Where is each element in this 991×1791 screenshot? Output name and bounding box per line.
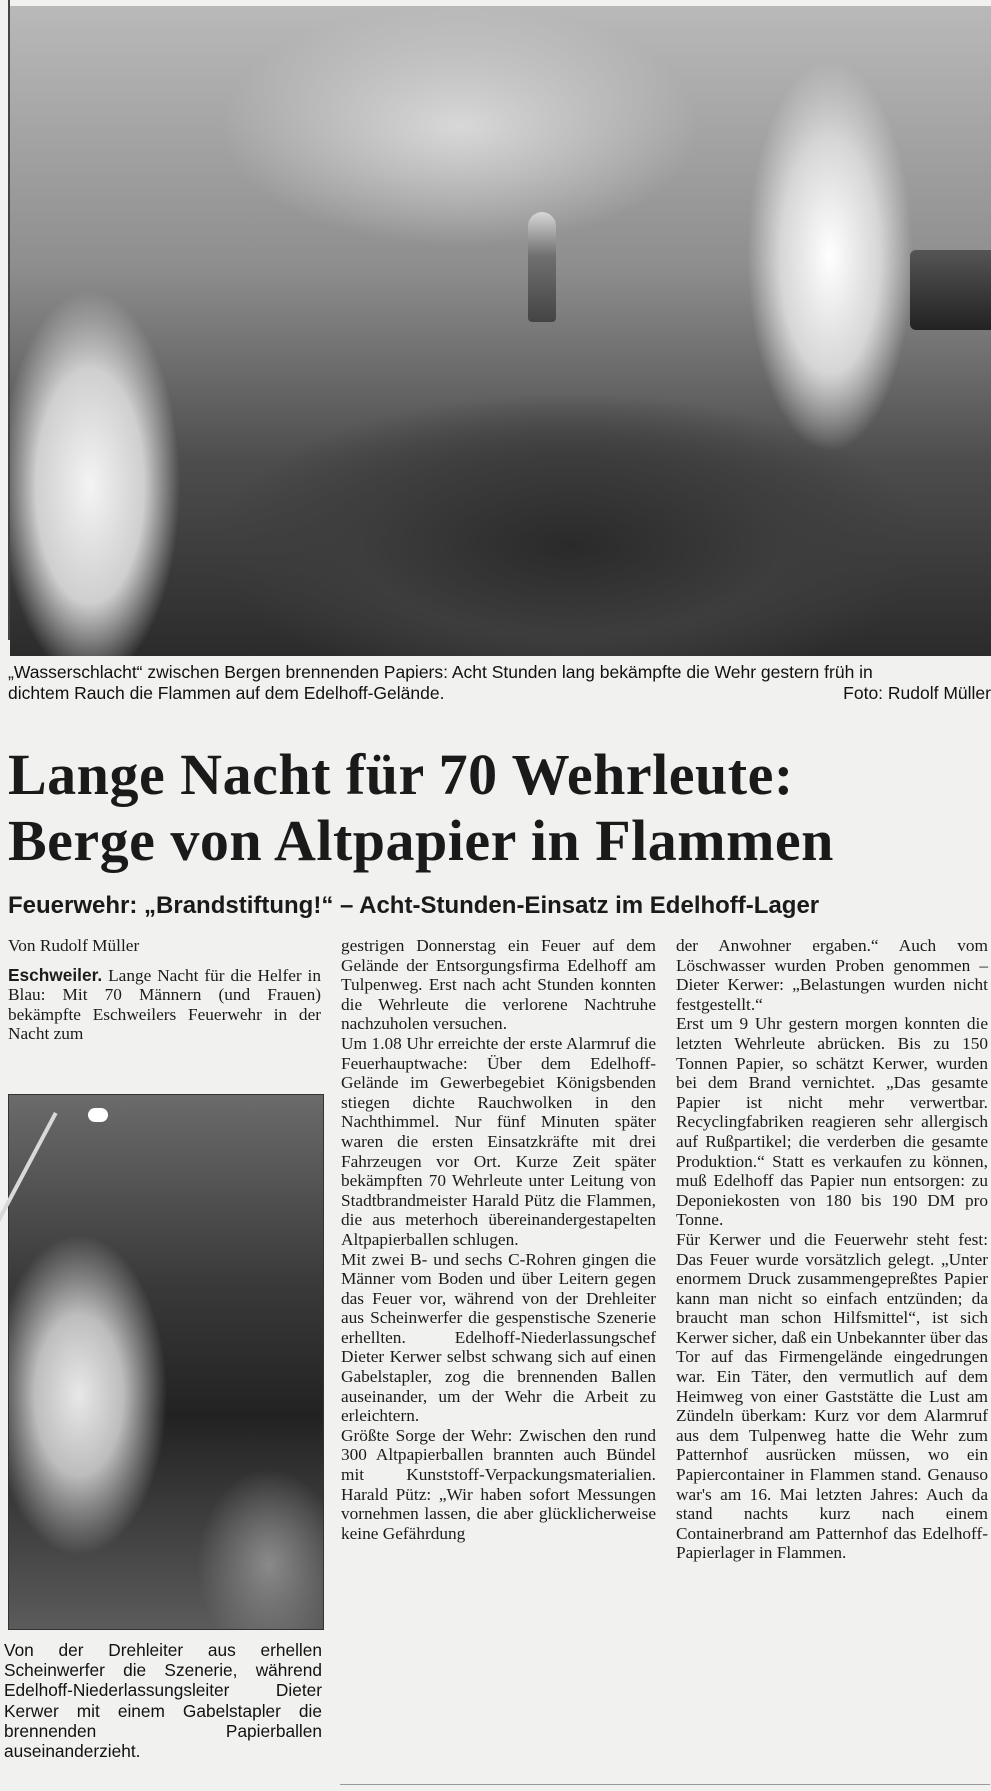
paragraph: Größte Sorge der Wehr: Zwischen den rund 300 Altpapierballen brannten auch Bündel mit Kunststoff-Verpackungsmaterialien. Harald Pütz: „Wir haben sofort Messungen vornehmen lassen, die aber glücklicherweise keine Gefährdung (341, 1425, 656, 1543)
paragraph: Für Kerwer und die Feuerwehr steht fest: Das Feuer wurde vorsätzlich gelegt. „Unter enormem Druck zusammengepreßtes Papier kann man nicht so einfach entzünden; da braucht man schon Hilfsmittel“, ist sich Kerwer sicher, daß ein Unbekannter über das Tor auf das Firmengelände eingedrungen war. Ein Täter, den vermutlich auf dem Heimweg von einer Gaststätte die Lust am Zündeln überkam: Kurz vor dem Alarmruf aus dem Tulpenweg hatte die Wehr zum Patternhof ausrücken müssen, wo ein Papiercontainer in Flammen stand. Genauso war's am 16. Mai letzten Jahres: Auch da stand nachts kurz nach einem Containerbrand am Patternhof das Edelhoff-Papierlager in Flammen. (676, 1229, 988, 1563)
paragraph: Erst um 9 Uhr gestern morgen konnten die letzten Wehrleute abrücken. Bis zu 150 Tonnen Papier, so schätzt Kerwer, wurden bei dem Brand vernichtet. „Das gesamte Papier ist nicht mehr verwertbar. Recyclingfabriken reagieren sehr allergisch auf Rußpartikel; die verderben die gesamte Produktion.“ Statt es verkaufen zu können, muß Edelhoff das Papier nun entsorgen: zu Deponiekosten von 180 bis 190 DM pro Tonne. (676, 1014, 988, 1230)
subheadline: Feuerwehr: „Brandstiftung!“ – Acht-Stunden-Einsatz im Edelhoff-Lager (8, 892, 820, 919)
main-photo-caption (8, 662, 991, 704)
article-column-1 (8, 936, 321, 1044)
paragraph: gestrigen Donnerstag ein Feuer auf dem Gelände der Entsorgungsfirma Edelhoff am Tulpenweg. Erst nach acht Stunden konnten die Wehrleute die verlorene Nachtruhe nachzuholen versuchen. (341, 936, 656, 1034)
fire-scene-photo (10, 6, 991, 656)
second-photo-caption: Von der Drehleiter aus erhellen Scheinwerfer die Szenerie, während Edelhoff-Niederlassungsleiter Dieter Kerwer mit einem Gabelstapler die brennenden Papierballen auseinanderzieht. (4, 1640, 322, 1762)
lead-text: Lange Nacht für die Helfer in Blau: Mit 70 Männern (und Frauen) bekämpfte Eschweilers Feuerwehr in der Nacht zum (8, 965, 321, 1044)
lead-place: Eschweiler. (8, 964, 103, 985)
byline: Von Rudolf Müller (8, 936, 140, 955)
article-column-3 (676, 936, 988, 1563)
headline-line-1: Lange Nacht für 70 Wehrleute: (8, 742, 794, 807)
article-column-2 (341, 936, 656, 1543)
caption-line-2: dichtem Rauch die Flammen auf dem Edelhoff-Gelände. (8, 683, 445, 703)
headline (8, 742, 991, 874)
photo-credit: Foto: Rudolf Müller (843, 683, 991, 703)
headline-line-2: Berge von Altpapier in Flammen (8, 808, 834, 873)
forklift-fire-photo (8, 1094, 324, 1630)
vehicle-silhouette (910, 250, 991, 330)
paragraph: Mit zwei B- und sechs C-Rohren gingen die Männer vom Boden und über Leitern gegen das Feuer vor, während von der Drehleiter aus Scheinwerfer die gespenstische Szenerie erhellten. Edelhoff-Niederlassungschef Dieter Kerwer selbst schwang sich auf einen Gabelstapler, zog die brennenden Ballen auseinander, um der Wehr die Arbeit zu erleichtern. (341, 1249, 656, 1426)
bottom-rule (340, 1784, 990, 1785)
paragraph: Um 1.08 Uhr erreichte der erste Alarmruf die Feuerhauptwache: Über dem Edelhoff-Gelände im Gewerbegebiet Königsbenden stiegen dichte Rauchwolken in den Nachthimmel. Nur fünf Minuten später waren die ersten Einsatzkräfte mit drei Fahrzeugen vor Ort. Kurze Zeit später bekämpften 70 Wehrleute unter Leitung von Stadtbrandmeister Harald Pütz die Flammen, die aus meterhoch übereinandergestapelten Altpapierballen schlugen. (341, 1033, 656, 1249)
lead-paragraph (8, 966, 321, 1044)
firefighter-silhouette (528, 212, 556, 322)
caption-line-1: „Wasserschlacht“ zwischen Bergen brennenden Papiers: Acht Stunden lang bekämpfte die Wehr gestern früh in (8, 662, 873, 682)
paragraph: der Anwohner ergaben.“ Auch vom Löschwasser wurden Proben genommen – Dieter Kerwer: „Belastungen wurden nicht festgestellt.“ (676, 936, 988, 1014)
floodlight-shape (88, 1108, 108, 1122)
